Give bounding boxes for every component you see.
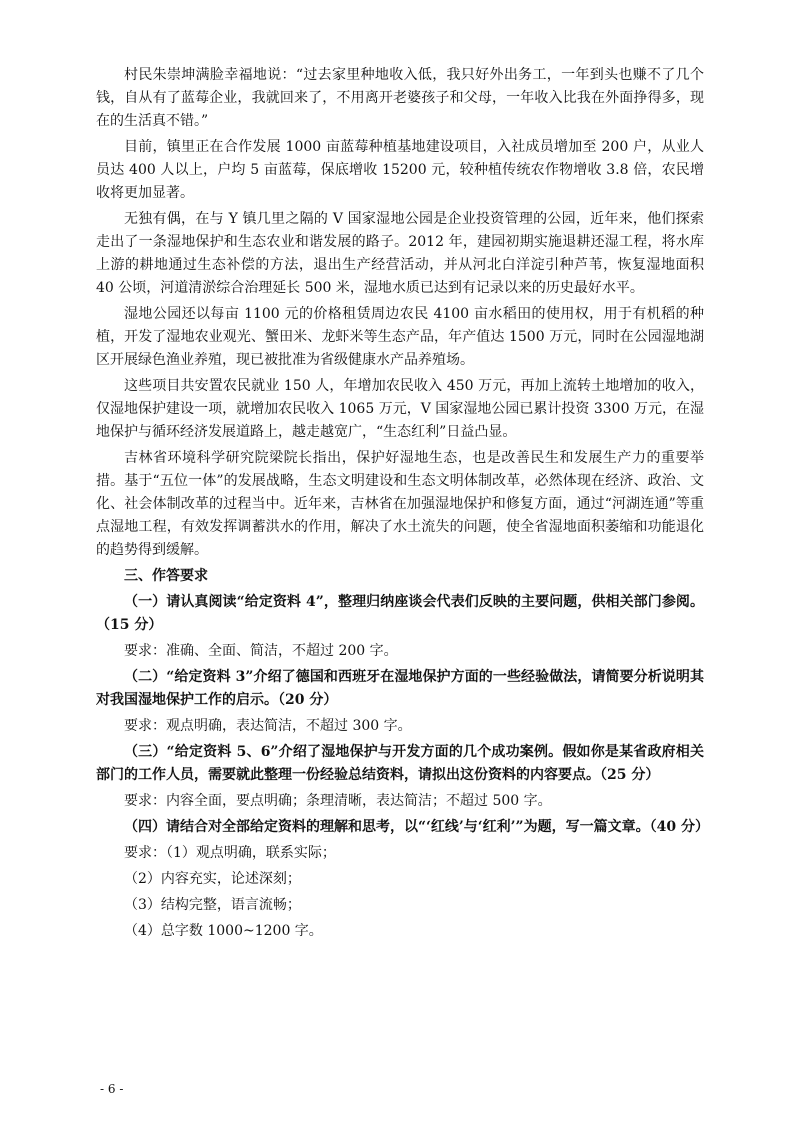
question-4: （四）请结合对全部给定资料的理解和思考，以“‘红线’与‘红利’”为题，写一篇文章。（40 分） <box>124 819 709 835</box>
question-1: （一）请认真阅读“给定资料 4”，整理归纳座谈会代表们反映的主要问题，供相关部门参阅。（15 分） <box>96 594 704 633</box>
question-4-requirement: 要求：（1）观点明确，联系实际； <box>124 845 336 861</box>
question-4-requirement: （4）总字数 1000~1200 字。 <box>124 923 323 939</box>
question-4-requirement: （3）结构完整，语言流畅； <box>124 897 301 913</box>
question-1-requirement: 要求：准确、全面、简洁，不超过 200 字。 <box>124 643 398 659</box>
page-number: - 6 - <box>100 1082 124 1096</box>
paragraph: 村民朱崇坤满脸幸福地说：“过去家里种地收入低，我只好外出务工，一年到头也赚不了几个钱，自从有了蓝莓企业，我就回来了，不用离开老婆孩子和父母，一年收入比我在外面挣得多，现在的生活真不错。” <box>96 67 704 129</box>
paragraph: 目前，镇里正在合作发展 1000 亩蓝莓种植基地建设项目，入社成员增加至 200 户，从业人员达 400 人以上，户均 5 亩蓝莓，保底增收 15200 元，较种植传统农作物增收 3.8 倍，农民增收将更加显著。 <box>96 139 704 201</box>
paragraph: 无独有偶，在与 Y 镇几里之隔的 V 国家湿地公园是企业投资管理的公园，近年来，他们探索走出了一条湿地保护和生态农业和谐发展的路子。2012 年，建园初期实施退耕还湿工程，将水库上游的耕地通过生态补偿的方法，退出生产经营活动，并从河北白洋淀引种芦苇，恢复湿地面积 40 公顷，河道清淤综合治理延长 500 米，湿地水质已达到有记录以来的历史最好水平。 <box>96 211 704 296</box>
paragraph: 这些项目共安置农民就业 150 人，年增加农民收入 450 万元，再加上流转土地增加的收入，仅湿地保护建设一项，就增加农民收入 1065 万元，V 国家湿地公园已累计投资 3300 万元，在湿地保护与循环经济发展道路上，越走越宽广，“生态红利”日益凸显。 <box>96 378 704 440</box>
question-2: （二）“给定资料 3”介绍了德国和西班牙在湿地保护方面的一些经验做法，请简要分析说明其对我国湿地保护工作的启示。（20 分） <box>96 669 704 708</box>
paragraph: 吉林省环境科学研究院梁院长指出，保护好湿地生态，也是改善民生和发展生产力的重要举措。基于“五位一体”的发展战略，生态文明建设和生态文明体制改革，必然体现在经济、政治、文化、社会体制改革的过程当中。近年来，吉林省在加强湿地保护和修复方面，通过“河湖连通”等重点湿地工程，有效发挥调蓄洪水的作用，解决了水土流失的问题，使全省湿地面积萎缩和功能退化的趋势得到缓解。 <box>96 450 704 558</box>
question-2-requirement: 要求：观点明确，表达简洁，不超过 300 字。 <box>124 718 412 734</box>
question-4-requirement: （2）内容充实，论述深刻； <box>124 871 301 887</box>
document-body <box>96 64 709 946</box>
paragraph: 湿地公园还以每亩 1100 元的价格租赁周边农民 4100 亩水稻田的使用权，用于有机稻的种植，开发了湿地农业观光、蟹田米、龙虾米等生态产品，年产值达 1500 万元，同时在公园湿地湖区开展绿色渔业养殖，现已被批准为省级健康水产品养殖场。 <box>96 306 704 368</box>
section-title: 三、作答要求 <box>124 568 208 584</box>
question-3-requirement: 要求：内容全面，要点明确；条理清晰，表达简洁；不超过 500 字。 <box>124 793 552 809</box>
question-3: （三）“给定资料 5、6”介绍了湿地保护与开发方面的几个成功案例。假如你是某省政府相关部门的工作人员，需要就此整理一份经验总结资料，请拟出这份资料的内容要点。（25 分） <box>96 744 704 783</box>
